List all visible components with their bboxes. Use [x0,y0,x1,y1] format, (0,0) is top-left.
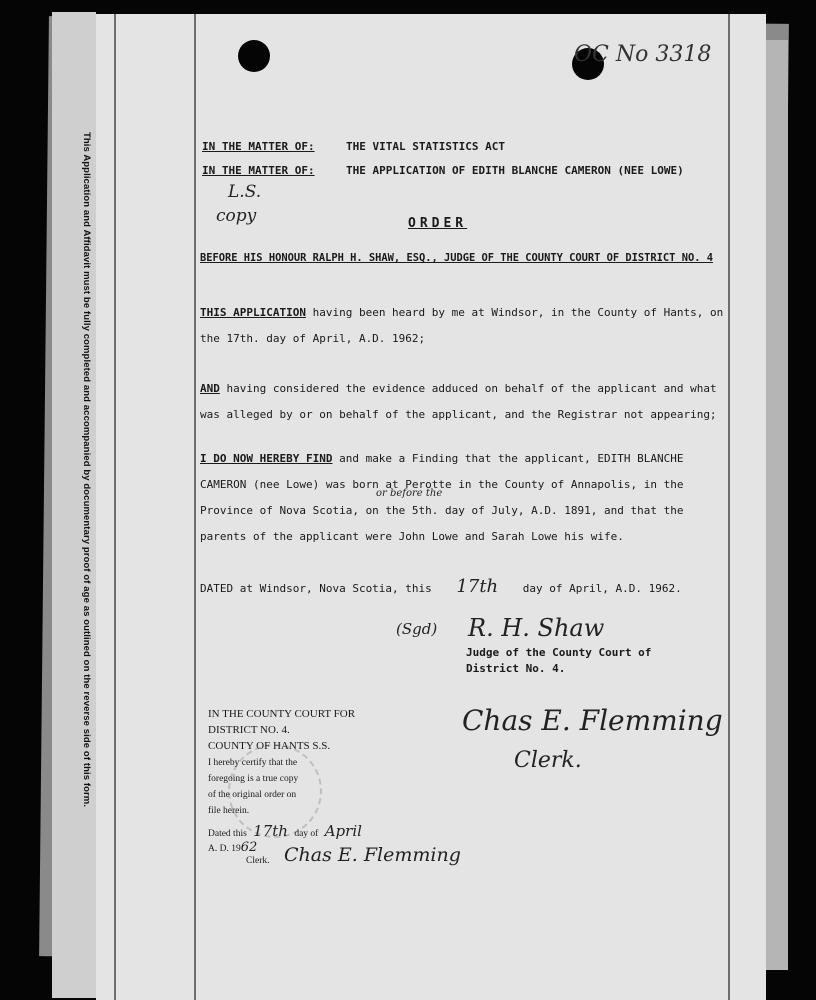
matter-value: THE APPLICATION OF EDITH BLANCHE CAMERON (NEE LOWE) [346,164,684,177]
paragraph-line: was alleged by or on behalf of the applicant, and the Registrar not appearing; [200,408,717,421]
certificate-line: foregoing is a true copy [208,774,299,784]
punch-hole [238,40,270,72]
dated-line: DATED at Windsor, Nova Scotia, this 17th day of April, A.D. 1962. [200,576,682,597]
paragraph-line: Province of Nova Scotia, on the 5th. day of July, A.D. 1891, and that the [200,504,684,517]
margin-note: L.S. [228,182,262,202]
matter-value: THE VITAL STATISTICS ACT [346,140,505,153]
handwritten-year: 62 [240,840,258,855]
certificate-line: file herein. [208,806,250,816]
paragraph-line: the 17th. day of April, A.D. 1962; [200,332,426,345]
judge-title: District No. 4. [466,662,566,675]
certificate-year-line: A. D. 1962 [208,840,258,855]
margin-note: copy [216,206,257,226]
handwritten-insertion: or before the [376,488,443,499]
certificate-clerk-label: Clerk. [246,856,270,866]
certificate-line: of the original order on [208,790,297,800]
bleed-through-text [226,134,346,754]
handwritten-month: April [324,822,362,840]
judge-signature: R. H. Shaw [468,614,605,642]
matter-label: IN THE MATTER OF: [202,140,315,153]
certificate-line: IN THE COUNTY COURT FOR [208,708,356,720]
side-strip [52,12,96,998]
paragraph-lead: AND [200,382,220,395]
underlying-page-edge [766,40,788,970]
clerk-signature: Chas E. Flemming [462,704,723,737]
paragraph-lead: I DO NOW HEREBY FIND [200,452,333,465]
paragraph-lead: THIS APPLICATION [200,306,306,319]
margin-rule [728,14,730,1000]
certificate-clerk-signature: Chas E. Flemming [284,844,461,866]
paragraph-line: CAMERON (nee Lowe) was born at Perotte in the County of Annapolis, in the [200,478,684,491]
clerk-role: Clerk. [514,748,582,773]
paragraph-line: I DO NOW HEREBY FIND and make a Finding that the applicant, EDITH BLANCHE [200,452,684,465]
judge-title: Judge of the County Court of [466,646,652,659]
judge-line: BEFORE HIS HONOUR RALPH H. SHAW, ESQ., JUDGE OF THE COUNTY COURT OF DISTRICT NO. 4 [200,252,713,264]
certificate-line: I hereby certify that the [208,758,298,768]
margin-rule [194,14,196,1000]
paragraph-line: THIS APPLICATION having been heard by me at Windsor, in the County of Hants, on [200,306,724,319]
matter-label: IN THE MATTER OF: [202,164,315,177]
certificate-line: DISTRICT NO. 4. [208,724,290,736]
sgd-mark: (Sgd) [396,620,438,638]
paragraph-line: AND having considered the evidence adduced on behalf of the applicant and what [200,382,717,395]
order-title: ORDER [408,216,468,231]
margin-rule [114,14,116,1000]
paragraph-line: parents of the applicant were John Lowe and Sarah Lowe his wife. [200,530,624,543]
handwritten-day: 17th [253,822,288,840]
handwritten-day: 17th [456,576,499,597]
order-document [96,14,766,1000]
certificate-line: COUNTY OF HANTS S.S. [208,740,331,752]
reference-number: OC No 3318 [574,42,712,67]
certificate-dated-line: Dated this 17th day of April [208,822,362,840]
side-instruction: This Application and Affidavit must be fully completed and accompanied by documentary proof of age as outlined on the reverse side of this form. [81,132,92,808]
